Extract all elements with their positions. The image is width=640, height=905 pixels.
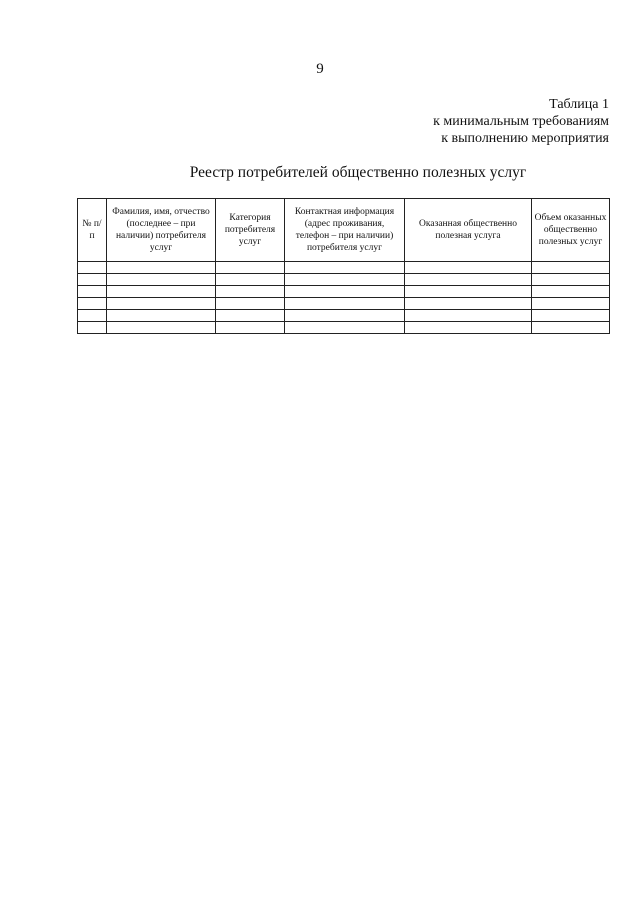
table-cell bbox=[405, 322, 532, 334]
table-annex-note bbox=[433, 96, 609, 147]
table-cell bbox=[532, 286, 610, 298]
document-title: Реестр потребителей общественно полезных услуг bbox=[189, 164, 527, 181]
table-cell bbox=[405, 286, 532, 298]
table-cell bbox=[532, 274, 610, 286]
column-header-number: № п/п bbox=[78, 199, 107, 262]
table-cell bbox=[216, 286, 285, 298]
table-header-row bbox=[78, 199, 610, 262]
table-cell bbox=[532, 322, 610, 334]
table-row bbox=[78, 310, 610, 322]
table-cell bbox=[107, 310, 216, 322]
table-cell bbox=[107, 274, 216, 286]
table-cell bbox=[285, 262, 405, 274]
table-cell bbox=[78, 298, 107, 310]
table-body bbox=[78, 262, 610, 334]
table-cell bbox=[78, 310, 107, 322]
registry-table bbox=[77, 198, 610, 334]
table-cell bbox=[285, 298, 405, 310]
table-cell bbox=[285, 274, 405, 286]
table-cell bbox=[78, 262, 107, 274]
table-cell bbox=[405, 298, 532, 310]
table-cell bbox=[216, 298, 285, 310]
table-cell bbox=[216, 274, 285, 286]
table-row bbox=[78, 322, 610, 334]
column-header-category: Категория потребителя услуг bbox=[216, 199, 285, 262]
table-row bbox=[78, 286, 610, 298]
table-row bbox=[78, 274, 610, 286]
table-cell bbox=[285, 310, 405, 322]
table-cell bbox=[107, 286, 216, 298]
table-row bbox=[78, 298, 610, 310]
annex-line-table-number: Таблица 1 bbox=[549, 97, 609, 112]
table-cell bbox=[107, 298, 216, 310]
column-header-volume: Объем оказанных общественно полезных услуг bbox=[532, 199, 610, 262]
table-cell bbox=[285, 286, 405, 298]
column-header-full-name: Фамилия, имя, отчество (последнее – при наличии) потребителя услуг bbox=[107, 199, 216, 262]
table-cell bbox=[78, 274, 107, 286]
table-cell bbox=[532, 298, 610, 310]
table-cell bbox=[216, 310, 285, 322]
annex-line-activity: к выполнению мероприятия bbox=[441, 131, 609, 146]
table-cell bbox=[78, 286, 107, 298]
column-header-contact-info: Контактная информация (адрес проживания, телефон – при наличии) потребителя услуг bbox=[285, 199, 405, 262]
table-cell bbox=[107, 322, 216, 334]
table-cell bbox=[216, 262, 285, 274]
table-cell bbox=[532, 262, 610, 274]
table-cell bbox=[216, 322, 285, 334]
page-number: 9 bbox=[316, 61, 324, 77]
table-cell bbox=[405, 310, 532, 322]
table-cell bbox=[532, 310, 610, 322]
table-cell bbox=[405, 262, 532, 274]
table-cell bbox=[107, 262, 216, 274]
column-header-service: Оказанная общественно полезная услуга bbox=[405, 199, 532, 262]
table-cell bbox=[405, 274, 532, 286]
table-cell bbox=[78, 322, 107, 334]
annex-line-requirements: к минимальным требованиям bbox=[433, 114, 609, 129]
table-cell bbox=[285, 322, 405, 334]
table-row bbox=[78, 262, 610, 274]
